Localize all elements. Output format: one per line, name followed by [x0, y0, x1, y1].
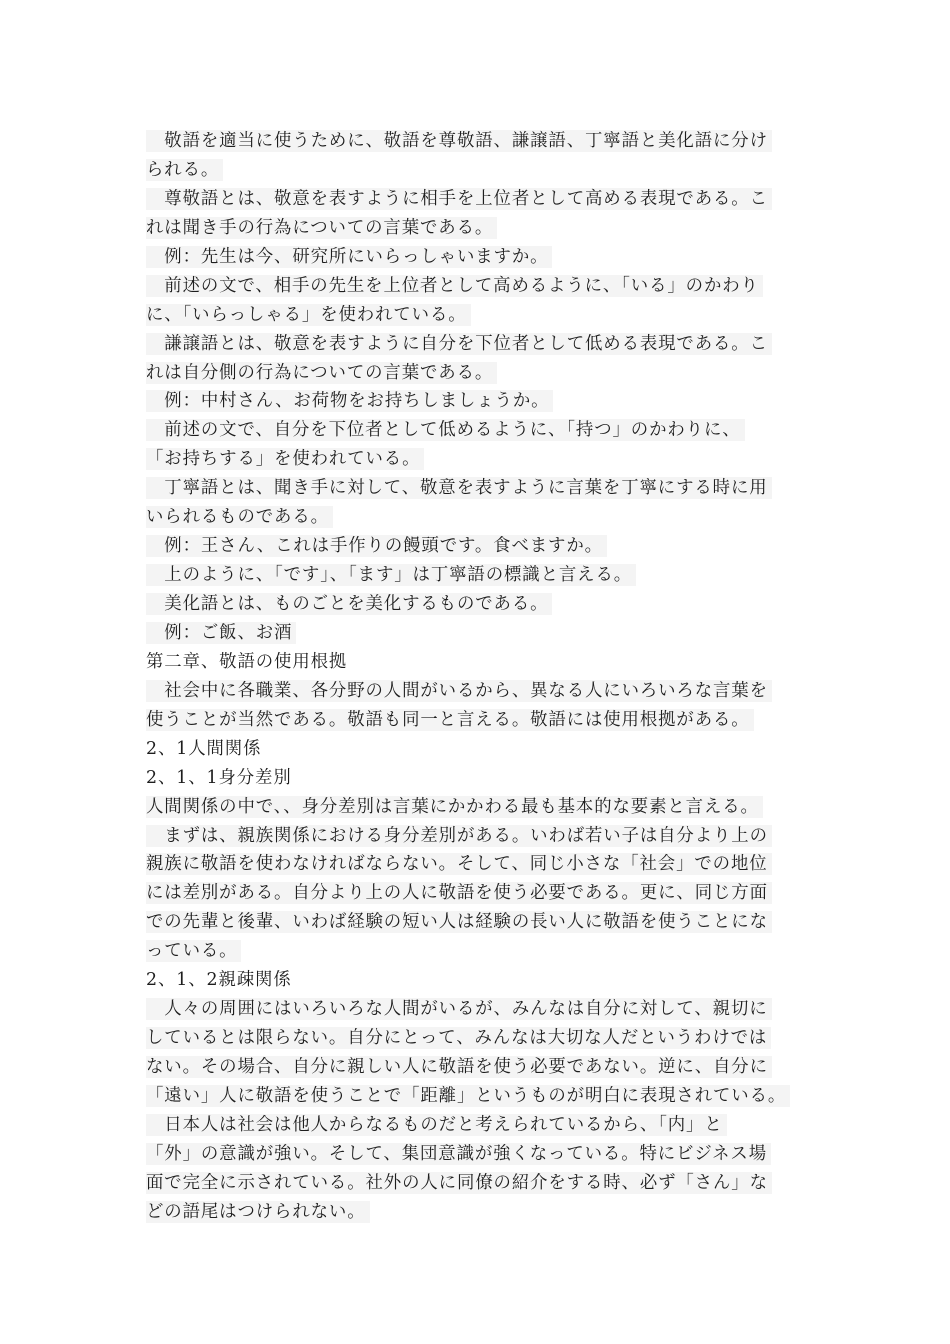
line-text: 前述の文で、自分を下位者として低めるように、「持つ」のかわりに、: [146, 419, 745, 441]
line-text: まずは、親族関係における身分差別がある。いわば若い子は自分より上の: [146, 825, 772, 847]
text-line: [146, 908, 816, 937]
line-text: れは聞き手の行為についての言葉である。: [146, 217, 497, 239]
line-text: 第二章、敬語の使用根拠: [146, 651, 348, 672]
text-line: [146, 416, 816, 445]
text-line: [146, 359, 816, 388]
line-text: 人々の周囲にはいろいろな人間がいるが、みんなは自分に対して、親切に: [146, 998, 772, 1020]
text-line: [146, 387, 816, 416]
text-line: [146, 561, 816, 590]
line-text: いられるものである。: [146, 506, 333, 528]
text-line: [146, 243, 816, 272]
line-text: 美化語とは、ものごとを美化するものである。: [146, 593, 552, 615]
text-line: [146, 937, 816, 966]
section-heading: [146, 648, 816, 677]
text-line: [146, 127, 816, 156]
text-line: [146, 503, 816, 532]
section-heading: [146, 966, 816, 995]
line-text: られる。: [146, 159, 223, 181]
line-text: 例：ご飯、お酒: [146, 622, 296, 644]
line-text: 謙譲語とは、敬意を表すように自分を下位者として低める表現である。こ: [146, 333, 772, 355]
line-text: 例：先生は今、研究所にいらっしゃいますか。: [146, 246, 552, 268]
text-line: [146, 1169, 816, 1198]
line-text: 「お持ちする」を使われている。: [146, 448, 424, 470]
text-line: [146, 301, 816, 330]
text-line: [146, 214, 816, 243]
text-line: [146, 1082, 816, 1111]
text-line: [146, 1053, 816, 1082]
line-text: 人間関係の中で、、身分差別は言葉にかかわる最も基本的な要素と言える。: [146, 796, 763, 818]
line-text: 前述の文で、相手の先生を上位者として高めるように、「いる」のかわり: [146, 275, 763, 297]
line-text: 丁寧語とは、聞き手に対して、敬意を表すように言葉を丁寧にする時に用: [146, 477, 772, 499]
line-text: 敬語を適当に使うために、敬語を尊敬語、謙譲語、丁寧語と美化語に分け: [146, 130, 772, 152]
text-line: [146, 330, 816, 359]
text-line: [146, 677, 816, 706]
line-text: 2、1人間関係: [146, 738, 262, 759]
line-text: 「遠い」人に敬語を使うことで「距離」というものが明白に表現されている。: [146, 1085, 790, 1107]
line-text: 上のように、「です」、「ます」は丁寧語の標識と言える。: [146, 564, 636, 586]
line-text: 例：王さん、これは手作りの饅頭です。食べますか。: [146, 535, 607, 557]
line-text: には差別がある。自分より上の人に敬語を使う必要である。更に、同じ方面: [146, 882, 772, 904]
text-line: [146, 1198, 816, 1227]
line-text: 2、1、1身分差別: [146, 767, 292, 788]
line-text: 面で完全に示されている。社外の人に同僚の紹介をする時、必ず「さん」な: [146, 1172, 772, 1194]
line-text: 親族に敬語を使わなければならない。そして、同じ小さな「社会」での地位: [146, 853, 772, 875]
text-line: [146, 590, 816, 619]
text-line: [146, 850, 816, 879]
text-line: [146, 619, 816, 648]
text-line: [146, 1140, 816, 1169]
line-text: 日本人は社会は他人からなるものだと考えられているから、「内」と: [146, 1114, 727, 1136]
line-text: 尊敬語とは、敬意を表すように相手を上位者として高める表現である。こ: [146, 188, 772, 210]
text-line: [146, 879, 816, 908]
text-line: [146, 822, 816, 851]
line-text: 「外」の意識が強い。そして、集団意識が強くなっている。特にビジネス場: [146, 1143, 771, 1165]
text-line: [146, 706, 816, 735]
text-line: [146, 156, 816, 185]
text-line: [146, 1111, 816, 1140]
line-text: 2、1、2親疎関係: [146, 970, 292, 991]
line-text: しているとは限らない。自分にとって、みんなは大切な人だというわけでは: [146, 1027, 771, 1049]
text-line: [146, 1024, 816, 1053]
text-line: [146, 532, 816, 561]
text-line: [146, 474, 816, 503]
text-line: [146, 793, 816, 822]
text-line: [146, 445, 816, 474]
line-text: どの語尾はつけられない。: [146, 1201, 370, 1223]
line-text: での先輩と後輩、いわば経験の短い人は経験の長い人に敬語を使うことにな: [146, 911, 772, 933]
line-text: 社会中に各職業、各分野の人間がいるから、異なる人にいろいろな言葉を: [146, 680, 772, 702]
section-heading: [146, 735, 816, 764]
line-text: 例：中村さん、お荷物をお持ちしましょうか。: [146, 390, 553, 412]
line-text: に、「いらっしゃる」を使われている。: [146, 304, 471, 326]
line-text: 使うことが当然である。敬語も同一と言える。敬語には使用根拠がある。: [146, 709, 754, 731]
section-heading: [146, 764, 816, 793]
line-text: れは自分側の行為についての言葉である。: [146, 362, 497, 384]
document-body: [146, 127, 816, 1227]
text-line: [146, 185, 816, 214]
text-line: [146, 272, 816, 301]
text-line: [146, 995, 816, 1024]
line-text: っている。: [146, 940, 241, 962]
line-text: ない。その場合、自分に親しい人に敬語を使う必要であない。逆に、自分に: [146, 1056, 772, 1078]
